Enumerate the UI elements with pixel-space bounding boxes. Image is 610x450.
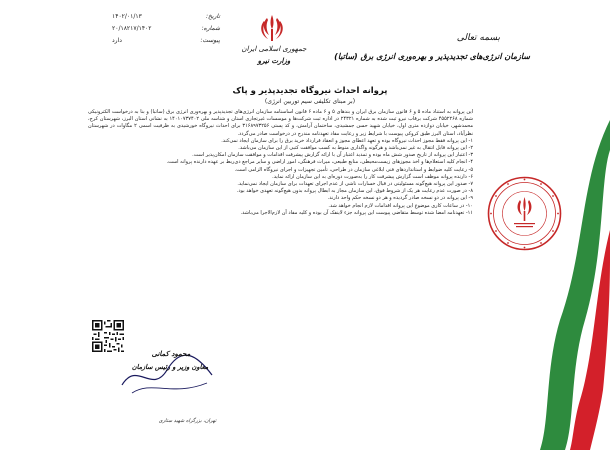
signer-title: معاون وزیر و رئیس سازمان	[131, 363, 209, 371]
meta-number-value: ۲۰/۱۸۲۱۷/۱۴۰۲	[112, 25, 152, 32]
signer-name: محمود کمانی	[151, 350, 191, 358]
iran-emblem-icon	[258, 13, 286, 43]
body-clause-3: ۳- اعتبار این پروانه از تاریخ صدور شش ماه بوده و تمدید اعتبار آن با ارائه گزارش پیشرفت اقدامات و موافقت سازمان امکان‌پذیر است.	[192, 152, 473, 159]
organization-seal	[486, 175, 563, 252]
body-clause-9: ۹- این پروانه در دو نسخه صادر گردیده و هر دو نسخه حکم واحد دارند.	[327, 195, 473, 202]
meta-number	[112, 23, 220, 35]
meta-attachment-label: پیوست:	[200, 37, 220, 44]
meta-number-label: شماره:	[201, 25, 220, 32]
meta-attachment-value: دارد	[112, 37, 122, 44]
meta-attachment	[112, 35, 220, 47]
body-clause-2: ۲- این پروانه قابل انتقال به غیر نمی‌باشد و هرگونه واگذاری منوط به کسب موافقت کتبی از این سازمان می‌باشد.	[238, 145, 473, 152]
meta-date-label: تاریخ:	[206, 13, 220, 20]
footer-address: تهران، بزرگراه شهید ستاری	[158, 418, 217, 424]
meta-date	[112, 11, 220, 23]
document-subtitle: (بر مبنای تکلیفی سیم توربین انرژی)	[264, 98, 356, 105]
body-clause-10: ۱۰- در ساعات کاری موضوع این پروانه اقدامات لازم انجام خواهد شد.	[328, 202, 473, 209]
body-clause-7: ۷- صدور این پروانه هیچ‌گونه مسئولیتی در قبال خسارات ناشی از عدم اجرای تعهدات برای سازمان ایجاد نمی‌نماید.	[237, 181, 473, 188]
body-clause-6: ۶- دارنده پروانه موظف است گزارش پیشرفت کار را به‌صورت دوره‌ای به این سازمان ارائه نماید.	[272, 173, 473, 180]
document-title: پروانه احداث نیروگاه تجدیدپذیر و پاک	[232, 86, 388, 96]
body-clause-4: ۴- انجام کلیه استعلام‌ها و اخذ مجوزهای زیست‌محیطی، منابع طبیعی، میراث فرهنگی، امور اراضی و سایر مراجع ذی‌ربط بر عهده دارنده پروانه است.	[166, 159, 473, 166]
ministry-name: وزارت نیرو	[257, 57, 291, 65]
body-intro: این پروانه به استناد ماده ۵ و ۶ قانون سازمان برق ایران و بندهای ۵ و ۶ ماده ۶ قانون اساسنامه سازمان انرژی‌های تجدیدپذیر و بهره‌وری انرژی برق (ساتبا) و بنا به درخواست الکترونیکی شماره ۴۵۵۲۲۶۸ شرکت برقاب نیرو ثبت شده به شماره ۲۴۳۲۱ در اداره ثبت شرکت‌ها و موسسات غیرتجاری استان و شناسه ملی ۱۴۰۱۰۷۳۷۴۰۲ به نشانی استان البرز، شهرستان کرج، محمدشهر، خیابان دوازده متری اول، خیابان شهید حسن جمشیدی، ساختمان آرامش، و کد پستی ۳۱۶۸۹۷۳۲۵۶ برای احداث نیروگاه خورشیدی به ظرفیت اسمی ۲ مگاوات در شهرستان نظرآباد، استان البرز طبق کروکی پیوست با شرایط زیر و رعایت مفاد تعهدنامه مندرج در درخواست صادر می‌گردد.	[88, 109, 473, 137]
body-clause-1: ۱- این پروانه فقط مجوز احداث نیروگاه بوده و تعهد اعطای مجوز و انعقاد قرارداد خرید برق را برای سازمان ایجاد نمی‌کند.	[221, 137, 473, 144]
organization-name: سازمان انرژی‌های تجدیدپذیر و بهره‌وری انرژی برق (ساتبا)	[334, 52, 530, 61]
body-clause-8: ۸- در صورت عدم رعایت هر یک از شروط فوق، این سازمان مجاز به ابطال پروانه بدون هیچ‌گونه تعهدی خواهد بود.	[236, 188, 473, 195]
government-name: جمهوری اسلامی ایران	[241, 45, 307, 53]
basmala: بسمه تعالی	[456, 33, 500, 43]
document-meta	[112, 11, 220, 47]
flag-ribbon-decoration	[540, 120, 610, 450]
document-body	[88, 109, 473, 309]
body-clause-5: ۵- رعایت کلیه ضوابط و استانداردهای فنی ابلاغی سازمان در طراحی، تأمین تجهیزات و اجرای نیروگاه الزامی است.	[234, 166, 473, 173]
meta-date-value: ۱۴۰۲/۰۱/۱۳	[112, 13, 142, 20]
body-clause-11: ۱۱- تعهدنامه امضا شده توسط متقاضی پیوست این پروانه جزء لاینفک آن بوده و کلیه مفاد آن لازم‌الاجرا می‌باشد.	[240, 209, 473, 216]
